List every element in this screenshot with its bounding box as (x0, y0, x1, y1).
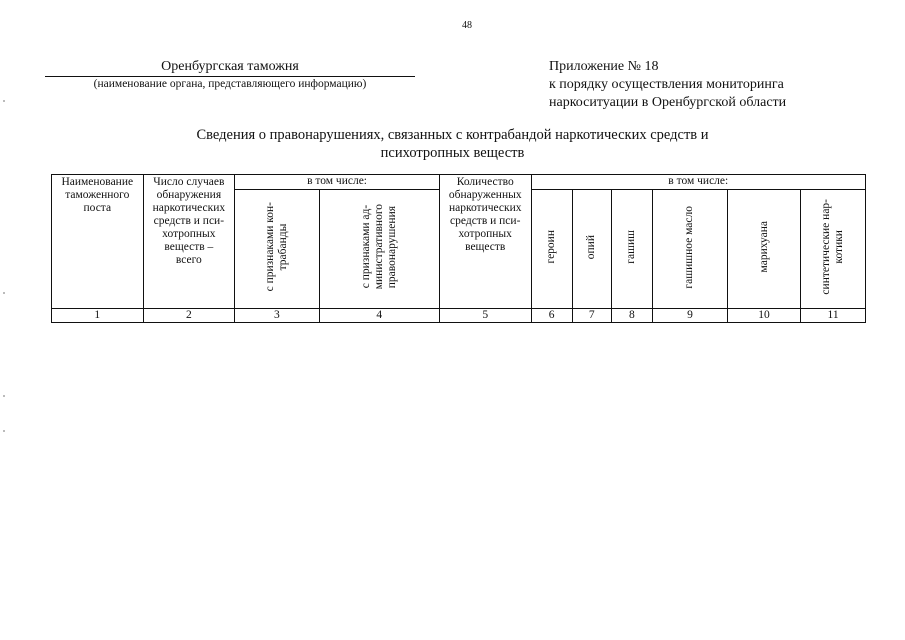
scan-speck (3, 430, 5, 432)
organization-name: Оренбургская таможня (161, 59, 299, 74)
column-number: 1 (52, 309, 144, 323)
column-number: 3 (235, 309, 319, 323)
header-hashish: гашиш (611, 190, 652, 309)
column-number: 10 (728, 309, 801, 323)
header-administrative: с признаками ад- министративного правонарушения (319, 190, 439, 309)
header-synthetic: синтетические нар- котики (801, 190, 866, 309)
header-including-2: в том числе: (531, 175, 865, 190)
header-post-name: Наименование таможенного поста (52, 175, 144, 309)
column-number: 9 (652, 309, 727, 323)
column-number: 5 (439, 309, 531, 323)
organization-caption: (наименование органа, представляющего информацию) (93, 78, 367, 90)
scan-speck (3, 292, 5, 294)
appendix-title: Приложение № 18 (549, 59, 659, 74)
appendix-line-2: к порядку осуществления мониторинга (549, 77, 784, 92)
header-cases-total: Число случаев обнаружения наркотических средств и пси- хотропных веществ – всего (143, 175, 235, 309)
page-number: 48 (462, 20, 472, 31)
column-number-row (52, 309, 866, 323)
appendix-line-3: наркоситуации в Оренбургской области (549, 95, 787, 110)
header-row-1 (52, 175, 866, 190)
column-number: 6 (531, 309, 572, 323)
document-title: Сведения о правонарушениях, связанных с контрабандой наркотических средств и психотропных веществ (196, 127, 709, 161)
header-smuggling: с признаками кон- трабанды (235, 190, 319, 309)
column-number: 4 (319, 309, 439, 323)
header-marijuana: марихуана (728, 190, 801, 309)
column-number: 7 (572, 309, 611, 323)
organization-underline (45, 76, 415, 77)
header-hashish-oil: гашишное масло (652, 190, 727, 309)
scan-speck (3, 395, 5, 397)
column-number: 2 (143, 309, 235, 323)
header-including-1: в том числе: (235, 175, 440, 190)
header-heroin: героин (531, 190, 572, 309)
scan-speck (3, 100, 5, 102)
violations-table (51, 174, 866, 323)
column-number: 8 (611, 309, 652, 323)
column-number: 11 (801, 309, 866, 323)
header-quantity: Количество обнаруженных наркотических средств и пси- хотропных веществ (439, 175, 531, 309)
header-opium: опий (572, 190, 611, 309)
appendix-block (549, 58, 786, 112)
